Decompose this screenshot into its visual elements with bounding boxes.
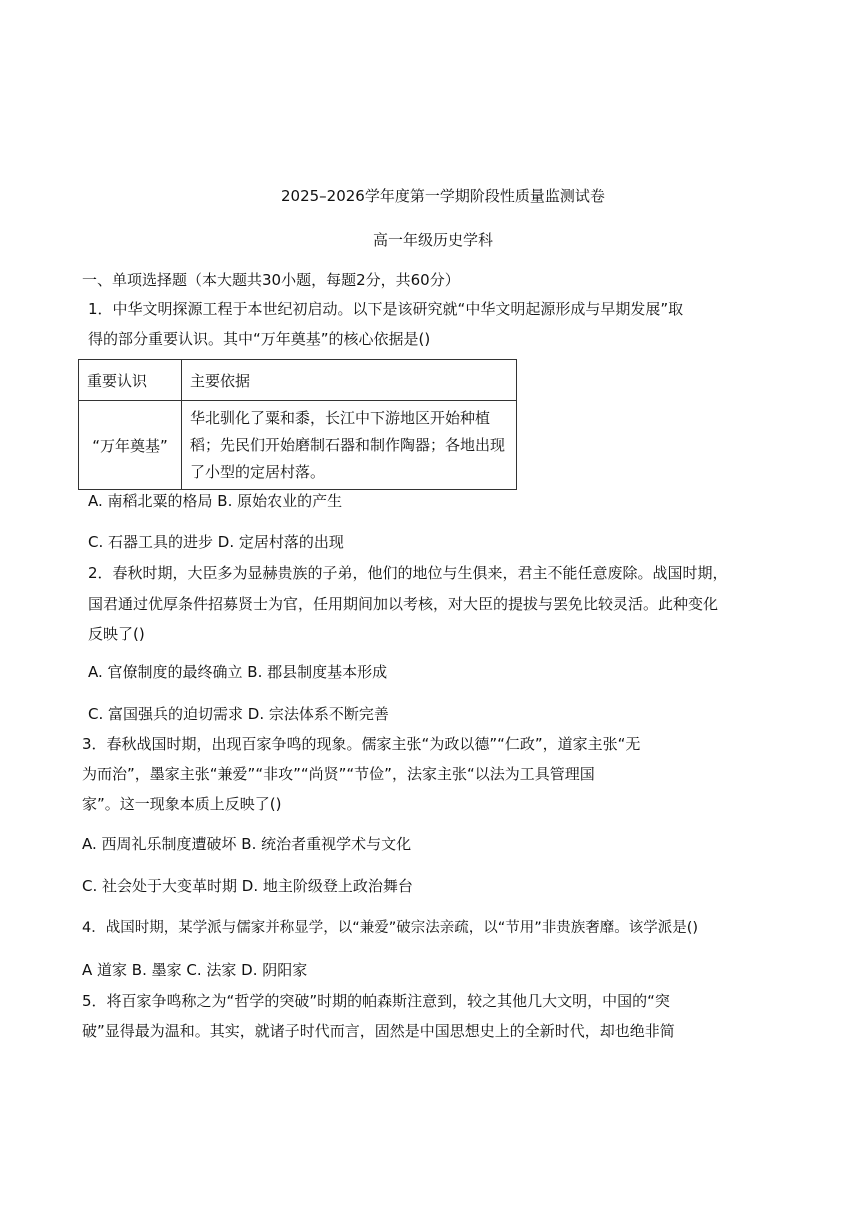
question-2-text-line-3: 反映了() [88,625,145,643]
table-cell-line: 华北驯化了粟和黍，长江中下游地区开始种植 [190,408,491,427]
table-header-cell: 主要依据 [182,360,517,401]
question-1-options-ab: A. 南稻北粟的格局 B. 原始农业的产生 [88,492,343,510]
question-3-options-ab: A. 西周礼乐制度遭破坏 B. 统治者重视学术与文化 [82,835,412,853]
table-row [79,360,517,401]
question-3-text-line-3: 家”。这一现象本质上反映了() [82,795,282,813]
question-5-text-line-1: 5．将百家争鸣称之为“哲学的突破”时期的帕森斯注意到，较之其他几大文明，中国的“突 [82,992,670,1010]
table-cell: “万年奠基” [79,401,182,490]
question-2-options-cd: C. 富国强兵的迫切需求 D. 宗法体系不断完善 [88,705,389,723]
question-3-text-line-1: 3．春秋战国时期，出现百家争鸣的现象。儒家主张“为政以德”“仁政”，道家主张“无 [82,735,641,753]
question-2-options-ab: A. 官僚制度的最终确立 B. 郡县制度基本形成 [88,663,388,681]
question-2-text-line-2: 国君通过优厚条件招募贤士为官，任用期间加以考核，对大臣的提拔与罢免比较灵活。此种变化 [88,595,719,613]
table-cell-line: 稻；先民们开始磨制石器和制作陶器；各地出现 [190,435,506,454]
question-1-options-cd: C. 石器工具的进步 D. 定居村落的出现 [88,533,344,551]
question-2-text-line-1: 2．春秋时期，大臣多为显赫贵族的子弟，他们的地位与生俱来，君主不能任意废除。战国时期， [88,564,728,582]
question-5-text-line-2: 破”显得最为温和。其实，就诸子时代而言，固然是中国思想史上的全新时代，却也绝非简 [82,1022,675,1040]
exam-subtitle: 高一年级历史学科 [373,231,494,249]
table-cell [182,401,517,490]
table-header-cell: 重要认识 [79,360,182,401]
exam-title: 2025–2026学年度第一学期阶段性质量监测试卷 [281,187,605,205]
question-1-text-line-1: 1．中华文明探源工程于本世纪初启动。以下是该研究就“中华文明起源形成与早期发展”取 [88,300,684,318]
question-3-options-cd: C. 社会处于大变革时期 D. 地主阶级登上政治舞台 [82,877,413,895]
question-4-options: A 道家 B. 墨家 C. 法家 D. 阴阳家 [82,961,308,979]
evidence-table [78,359,517,490]
question-1-text-line-2: 得的部分重要认识。其中“万年奠基”的核心依据是() [88,330,431,348]
question-4-text-line-1: 4．战国时期，某学派与儒家并称显学，以“兼爱”破宗法亲疏，以“节用”非贵族奢靡。该学派是() [82,920,699,936]
table-cell-line: 了小型的定居村落。 [190,462,326,481]
table-row [79,401,517,490]
question-3-text-line-2: 为而治”，墨家主张“兼爱”“非攻”“尚贤”“节俭”，法家主张“以法为工具管理国 [82,765,595,783]
section-heading: 一、单项选择题（本大题共30小题，每题2分，共60分） [82,271,460,289]
